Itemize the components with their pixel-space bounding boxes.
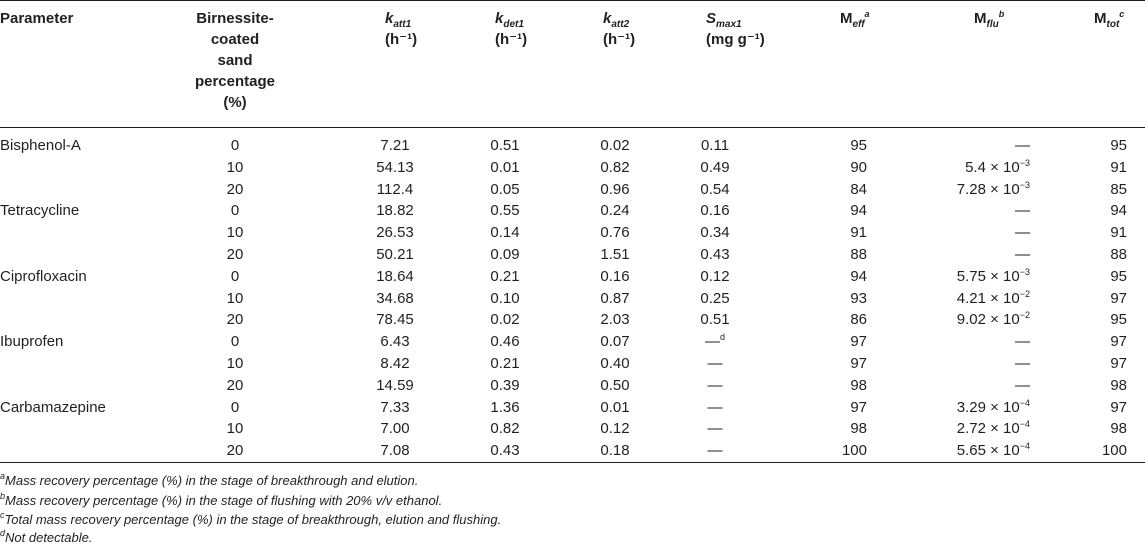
cell-katt2: 0.76: [600, 224, 630, 241]
cell-mflu: $2.72 \times 10^{-4}$: [956, 419, 1030, 437]
cell-katt2: 0.01: [600, 399, 630, 416]
bottom-rule: [0, 462, 1145, 463]
cell-parameter: Ciprofloxacin: [0, 268, 87, 285]
cell-meff: 93: [850, 290, 867, 307]
cell-meff: 98: [850, 377, 867, 394]
cell-katt2: 1.51: [600, 246, 630, 263]
cell-kdet1: 0.55: [490, 202, 520, 219]
cell-birnessite-percentage: 20: [226, 442, 244, 459]
cell-smax1: —: [707, 420, 723, 437]
cell-katt2: 0.02: [600, 137, 630, 154]
cell-katt1: 6.43: [380, 333, 410, 350]
cell-katt1: 50.21: [376, 246, 414, 263]
cell-katt1: 54.13: [376, 159, 414, 176]
cell-mtot: 95: [1110, 137, 1127, 154]
cell-katt1: 8.42: [380, 355, 410, 372]
header-smax1-symbol: $S_{max1}$: [706, 10, 742, 30]
header-birnessite-line: sand: [217, 52, 253, 69]
cell-katt1: 34.68: [376, 290, 414, 307]
header-mtot: $M_{tot}^c$: [1094, 9, 1125, 30]
cell-smax1: —: [707, 377, 723, 394]
cell-kdet1: 0.51: [490, 137, 520, 154]
cell-katt2: 0.12: [600, 420, 630, 437]
cell-meff: 84: [850, 181, 867, 198]
cell-smax1: 0.43: [700, 246, 730, 263]
cell-meff: 94: [850, 202, 867, 219]
cell-parameter: Carbamazepine: [0, 399, 106, 416]
cell-meff: 88: [850, 246, 867, 263]
cell-kdet1: 0.01: [490, 159, 520, 176]
top-rule: [0, 0, 1145, 1]
cell-meff: 95: [850, 137, 867, 154]
cell-meff: 98: [850, 420, 867, 437]
cell-mflu: —: [1015, 377, 1030, 394]
cell-birnessite-percentage: 0: [230, 202, 240, 219]
cell-kdet1: 0.02: [490, 311, 520, 328]
cell-katt2: 0.24: [600, 202, 630, 219]
cell-katt1: 26.53: [376, 224, 414, 241]
header-meff: $M_{eff}^a$: [840, 9, 870, 30]
cell-kdet1: 0.46: [490, 333, 520, 350]
cell-mtot: 95: [1110, 311, 1127, 328]
cell-smax1: 0.25: [700, 290, 730, 307]
cell-katt2: 0.16: [600, 268, 630, 285]
cell-smax1: 0.16: [700, 202, 730, 219]
cell-katt2: 0.96: [600, 181, 630, 198]
cell-kdet1: 0.21: [490, 268, 520, 285]
cell-meff: 97: [850, 333, 867, 350]
cell-katt2: 0.87: [600, 290, 630, 307]
cell-kdet1: 0.82: [490, 420, 520, 437]
cell-kdet1: 0.09: [490, 246, 520, 263]
cell-meff: 86: [850, 311, 867, 328]
cell-birnessite-percentage: 0: [230, 399, 240, 416]
cell-katt1: 18.82: [376, 202, 414, 219]
header-parameter: Parameter: [0, 10, 74, 27]
cell-mtot: 98: [1110, 377, 1127, 394]
cell-smax1: —$^d$: [704, 332, 725, 350]
cell-mtot: 91: [1110, 224, 1127, 241]
cell-smax1: 0.12: [700, 268, 730, 285]
header-katt1-symbol: $k_{att1}$: [385, 10, 412, 30]
cell-katt1: 14.59: [376, 377, 414, 394]
cell-smax1: 0.51: [700, 311, 730, 328]
cell-mflu: —: [1015, 333, 1030, 350]
cell-meff: 94: [850, 268, 867, 285]
footnote-a: $^a$Mass recovery percentage (%) in the stage of breakthrough and elution.: [0, 471, 419, 488]
cell-mtot: 97: [1110, 290, 1127, 307]
cell-katt1: 7.33: [380, 399, 410, 416]
cell-smax1: 0.34: [700, 224, 730, 241]
header-birnessite-line: Birnessite-: [196, 10, 274, 27]
cell-meff: 97: [850, 355, 867, 372]
header-birnessite-line: coated: [210, 31, 260, 48]
cell-mflu: —: [1015, 137, 1030, 154]
cell-mtot: 97: [1110, 333, 1127, 350]
cell-mflu: $5.75 \times 10^{-3}$: [956, 267, 1030, 285]
cell-meff: 91: [850, 224, 867, 241]
cell-smax1: —: [707, 442, 723, 459]
cell-smax1: 0.11: [700, 137, 730, 154]
header-smax1-unit: (mg g⁻¹): [706, 31, 765, 48]
cell-katt2: 0.18: [600, 442, 630, 459]
cell-birnessite-percentage: 10: [226, 290, 244, 307]
header-katt2-symbol: $k_{att2}$: [603, 10, 630, 30]
cell-katt1: 78.45: [376, 311, 414, 328]
cell-mflu: $7.28 \times 10^{-3}$: [956, 180, 1030, 198]
cell-birnessite-percentage: 20: [226, 181, 244, 198]
cell-kdet1: 0.10: [490, 290, 520, 307]
cell-kdet1: 1.36: [490, 399, 520, 416]
header-kdet1-symbol: $k_{det1}$: [495, 10, 524, 30]
cell-parameter: Bisphenol-A: [0, 137, 81, 154]
footnote-c: $^c$Total mass recovery percentage (%) in the stage of breakthrough, elution and flushing.: [0, 510, 502, 527]
cell-birnessite-percentage: 20: [226, 377, 244, 394]
cell-mflu: $3.29 \times 10^{-4}$: [956, 398, 1030, 416]
cell-katt2: 0.07: [600, 333, 630, 350]
cell-katt1: 18.64: [376, 268, 414, 285]
cell-meff: 100: [841, 442, 867, 459]
cell-meff: 97: [850, 399, 867, 416]
header-birnessite-line: percentage: [194, 73, 276, 90]
cell-mtot: 97: [1110, 399, 1127, 416]
cell-smax1: —: [707, 399, 723, 416]
cell-mtot: 91: [1110, 159, 1127, 176]
header-birnessite-percentage: [170, 8, 300, 113]
cell-kdet1: 0.14: [490, 224, 520, 241]
cell-kdet1: 0.43: [490, 442, 520, 459]
cell-birnessite-percentage: 20: [226, 311, 244, 328]
header-katt1: [385, 8, 417, 50]
cell-katt1: 7.08: [380, 442, 410, 459]
cell-mtot: 95: [1110, 268, 1127, 285]
cell-mflu: —: [1015, 224, 1030, 241]
cell-mflu: —: [1015, 246, 1030, 263]
cell-smax1: 0.49: [700, 159, 730, 176]
cell-birnessite-percentage: 0: [230, 137, 240, 154]
footnote-b: $^b$Mass recovery percentage (%) in the stage of flushing with 20% v/v ethanol.: [0, 491, 443, 508]
cell-meff: 90: [850, 159, 867, 176]
cell-mflu: —: [1015, 202, 1030, 219]
cell-katt1: 7.00: [380, 420, 410, 437]
header-katt2-unit: (h⁻¹): [603, 31, 636, 48]
cell-kdet1: 0.21: [490, 355, 520, 372]
cell-smax1: —: [707, 355, 723, 372]
cell-birnessite-percentage: 0: [230, 333, 240, 350]
cell-mtot: 88: [1110, 246, 1127, 263]
cell-birnessite-percentage: 10: [226, 224, 244, 241]
cell-mflu: $5.4 \times 10^{-3}$: [965, 158, 1030, 176]
cell-kdet1: 0.05: [490, 181, 520, 198]
footnote-d: $^d$Not detectable.: [0, 528, 93, 545]
cell-birnessite-percentage: 10: [226, 420, 244, 437]
cell-katt2: 2.03: [600, 311, 630, 328]
cell-katt2: 0.82: [600, 159, 630, 176]
cell-mtot: 94: [1110, 202, 1127, 219]
cell-birnessite-percentage: 0: [230, 268, 240, 285]
cell-mflu: $5.65 \times 10^{-4}$: [956, 441, 1030, 459]
cell-birnessite-percentage: 10: [226, 159, 244, 176]
header-katt2: [603, 8, 635, 50]
cell-katt2: 0.40: [600, 355, 630, 372]
cell-kdet1: 0.39: [490, 377, 520, 394]
header-mflu: $M_{flu}^b$: [974, 9, 1005, 30]
cell-mflu: —: [1015, 355, 1030, 372]
header-smax1: [706, 8, 765, 50]
cell-mtot: 85: [1110, 181, 1127, 198]
cell-birnessite-percentage: 10: [226, 355, 244, 372]
header-kdet1-unit: (h⁻¹): [495, 31, 528, 48]
header-birnessite-line: (%): [223, 94, 247, 111]
header-kdet1: [495, 8, 527, 50]
header-rule: [0, 127, 1145, 128]
cell-katt1: 7.21: [380, 137, 410, 154]
cell-smax1: 0.54: [700, 181, 730, 198]
cell-mtot: 98: [1110, 420, 1127, 437]
cell-birnessite-percentage: 20: [226, 246, 244, 263]
cell-mflu: $9.02 \times 10^{-2}$: [956, 310, 1030, 328]
cell-parameter: Ibuprofen: [0, 333, 64, 350]
header-katt1-unit: (h⁻¹): [385, 31, 418, 48]
cell-katt2: 0.50: [600, 377, 630, 394]
cell-parameter: Tetracycline: [0, 202, 80, 219]
cell-katt1: 112.4: [376, 181, 414, 198]
cell-mtot: 100: [1101, 442, 1127, 459]
cell-mflu: $4.21 \times 10^{-2}$: [956, 289, 1030, 307]
cell-mtot: 97: [1110, 355, 1127, 372]
